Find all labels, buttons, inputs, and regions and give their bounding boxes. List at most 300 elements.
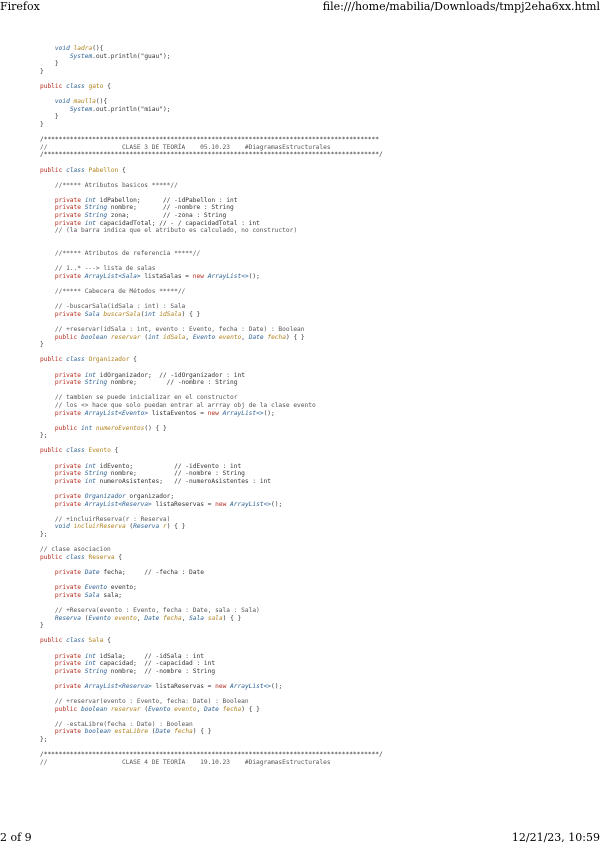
- code-token: int: [148, 333, 160, 341]
- code-token: public: [40, 82, 63, 90]
- code-token: [40, 592, 55, 599]
- code-token: // 1..* ---> lista de salas: [40, 265, 156, 273]
- code-token: int: [84, 660, 96, 668]
- code-token: void: [54, 98, 70, 106]
- code-line: [40, 516, 560, 524]
- code-token: [40, 106, 70, 113]
- code-line: [40, 690, 560, 698]
- code-token: // los <> hace que solo puedan entrar al arrray obj de la clase evento: [40, 401, 316, 409]
- code-line: [40, 151, 560, 159]
- code-token: evento: [218, 333, 242, 341]
- code-token: [40, 493, 55, 500]
- code-line: [40, 508, 560, 516]
- code-token: private: [54, 682, 81, 690]
- code-token: private: [54, 500, 81, 508]
- code-token: (: [125, 523, 134, 531]
- code-token: fecha: [162, 614, 182, 622]
- code-token: //***** Atributos de referencia *****//: [40, 250, 201, 258]
- code-token: String: [84, 204, 108, 212]
- code-token: Evento: [148, 705, 171, 713]
- code-token: private: [54, 568, 81, 576]
- code-line: [40, 425, 560, 433]
- code-line: [40, 607, 560, 615]
- code-token: };: [40, 736, 48, 744]
- code-token: boolean: [81, 333, 108, 341]
- code-token: private: [54, 584, 81, 592]
- code-token: }: [40, 622, 44, 630]
- code-token: [40, 45, 55, 52]
- code-token: incluirReserva: [73, 523, 126, 531]
- code-token: {: [110, 447, 119, 455]
- code-token: [40, 212, 55, 219]
- page-url: file:///home/mabilia/Downloads/tmpj2eha6xx.html: [322, 0, 600, 13]
- code-token: private: [54, 652, 81, 660]
- code-token: ,: [196, 705, 204, 713]
- code-token: [40, 523, 55, 530]
- code-token: int: [84, 219, 96, 227]
- code-token: class: [66, 637, 85, 645]
- code-token: private: [54, 591, 81, 599]
- code-line: [40, 394, 560, 402]
- code-token: int: [84, 462, 96, 470]
- code-token: String: [84, 379, 108, 387]
- code-line: [40, 728, 560, 736]
- code-line: [40, 675, 560, 683]
- code-token: capacidad; // -capacidad : int: [95, 660, 216, 668]
- code-line: [40, 736, 560, 744]
- code-token: int: [84, 371, 96, 379]
- code-line: [40, 45, 560, 53]
- code-line: [40, 273, 560, 281]
- code-line: [40, 653, 560, 661]
- code-token: [40, 197, 55, 204]
- code-line: [40, 493, 560, 501]
- code-token: private: [54, 219, 81, 227]
- code-token: // +incluirReserva(r : Reserva): [40, 515, 171, 523]
- code-token: class: [66, 447, 85, 455]
- code-token: // CLASE 3 DE TEORÍA 05.10.23 #DiagramasEstructurales: [40, 143, 331, 151]
- code-token: int: [144, 310, 156, 318]
- code-token: numeroAsistentes; // -numeroAsistentes : int: [95, 477, 271, 485]
- code-token: nombre; // -nombre : String: [107, 204, 234, 212]
- code-token: (: [140, 310, 145, 318]
- code-token: ,: [181, 614, 190, 622]
- code-token: [40, 311, 55, 318]
- code-token: nombre; // -nombre : String: [107, 470, 245, 478]
- code-token: String: [84, 470, 108, 478]
- code-token: [40, 501, 55, 508]
- code-line: [40, 318, 560, 326]
- code-token: private: [54, 371, 81, 379]
- code-line: [40, 341, 560, 349]
- code-token: Evento: [88, 447, 111, 455]
- code-line: [40, 683, 560, 691]
- code-line: [40, 280, 560, 288]
- code-token: ArrayList<Reserva>: [84, 682, 152, 690]
- code-token: private: [54, 409, 81, 417]
- code-token: ArrayList<>: [222, 409, 264, 417]
- code-token: System: [69, 105, 93, 113]
- code-token: System: [69, 52, 93, 60]
- code-token: Date: [203, 705, 219, 713]
- code-line: [40, 129, 560, 137]
- code-token: private: [54, 272, 81, 280]
- code-token: (){: [95, 98, 108, 106]
- code-line: [40, 698, 560, 706]
- code-token: };: [40, 432, 48, 440]
- code-line: [40, 250, 560, 258]
- code-token: ) { }: [181, 310, 201, 318]
- code-line: [40, 402, 560, 410]
- code-line: [40, 645, 560, 653]
- code-token: }: [40, 60, 59, 68]
- code-token: private: [54, 212, 81, 220]
- code-token: private: [54, 728, 81, 736]
- code-token: listaSalas =: [140, 272, 193, 280]
- code-token: class: [66, 82, 85, 90]
- code-token: Date: [155, 728, 171, 736]
- code-token: ();: [271, 682, 283, 690]
- code-line: [40, 167, 560, 175]
- code-token: ArrayList<Reserva>: [84, 500, 152, 508]
- print-footer: [0, 831, 600, 847]
- code-token: reservar: [110, 333, 141, 341]
- code-token: class: [66, 553, 85, 561]
- code-token: private: [54, 477, 81, 485]
- code-token: [40, 706, 55, 713]
- code-line: [40, 182, 560, 190]
- code-line: [40, 242, 560, 250]
- code-token: // CLASE 4 DE TEORÍA 19.10.23 #DiagramasEstructurales: [40, 758, 331, 766]
- code-token: {: [118, 166, 126, 174]
- code-token: private: [54, 660, 81, 668]
- code-token: ,: [136, 614, 145, 622]
- code-token: void: [54, 45, 70, 52]
- code-token: [40, 470, 55, 477]
- code-token: // +reservar(idSala : int, evento : Evento, fecha : Date) : Boolean: [40, 325, 305, 333]
- code-line: [40, 539, 560, 547]
- code-token: (: [80, 614, 89, 622]
- code-token: public: [54, 705, 78, 713]
- code-token: [40, 98, 55, 105]
- code-token: private: [54, 310, 81, 318]
- code-token: /******************************************************************************************/: [40, 751, 383, 759]
- code-token: ArrayList<>: [230, 500, 272, 508]
- code-token: gato: [88, 82, 104, 90]
- code-line: [40, 53, 560, 61]
- code-line: [40, 485, 560, 493]
- code-line: [40, 478, 560, 486]
- code-line: [40, 417, 560, 425]
- code-token: r: [162, 523, 167, 531]
- code-token: idSala; // -idSala : int: [95, 652, 204, 660]
- code-token: [40, 660, 55, 667]
- code-line: [40, 599, 560, 607]
- code-token: .out.println("miau");: [92, 105, 171, 113]
- code-line: [40, 706, 560, 714]
- code-line: [40, 501, 560, 509]
- code-token: public: [40, 166, 63, 174]
- code-token: [40, 53, 70, 60]
- code-line: [40, 523, 560, 531]
- code-token: zona; // -zona : String: [107, 212, 227, 220]
- code-line: [40, 584, 560, 592]
- code-token: Evento: [84, 584, 108, 592]
- code-line: [40, 189, 560, 197]
- code-token: nombre; // -nombre : String: [107, 667, 216, 675]
- code-line: [40, 212, 560, 220]
- code-line: [40, 630, 560, 638]
- code-line: [40, 592, 560, 600]
- code-line: [40, 83, 560, 91]
- code-token: ) { }: [166, 523, 186, 531]
- code-token: sala;: [99, 591, 122, 599]
- code-line: [40, 713, 560, 721]
- code-token: capacidadTotal; // - / capacidadTotal : int: [95, 219, 260, 227]
- code-line: [40, 744, 560, 752]
- code-token: [40, 273, 55, 280]
- code-line: [40, 410, 560, 418]
- code-token: ();: [263, 409, 275, 417]
- code-line: [40, 204, 560, 212]
- code-token: numeroEventos: [95, 424, 145, 432]
- code-token: // (la barra indica que el atributo es calculado, no constructor): [40, 227, 298, 235]
- code-token: Evento: [88, 614, 111, 622]
- code-token: [40, 668, 55, 675]
- code-token: buscarSala: [103, 310, 141, 318]
- code-token: new: [192, 272, 204, 280]
- code-token: Evento: [192, 333, 216, 341]
- code-line: [40, 91, 560, 99]
- code-token: idSala: [163, 333, 186, 341]
- code-token: // clase asociacion: [40, 546, 111, 554]
- code-token: }: [40, 341, 44, 349]
- code-line: [40, 144, 560, 152]
- code-token: [40, 463, 55, 470]
- code-line: [40, 455, 560, 463]
- code-token: Date: [248, 333, 264, 341]
- code-line: [40, 106, 560, 114]
- code-line: [40, 554, 560, 562]
- code-token: (){: [92, 45, 104, 52]
- code-token: private: [54, 667, 81, 675]
- code-token: int: [84, 196, 96, 204]
- code-line: [40, 364, 560, 372]
- code-line: [40, 349, 560, 357]
- code-line: [40, 258, 560, 266]
- code-token: }: [40, 67, 44, 75]
- code-token: ArrayList<Evento>: [84, 409, 149, 417]
- code-line: [40, 98, 560, 106]
- code-line: [40, 759, 560, 767]
- code-token: }: [40, 113, 59, 121]
- code-line: [40, 569, 560, 577]
- code-token: reservar: [110, 705, 141, 713]
- code-token: ,: [241, 333, 249, 341]
- code-token: ArrayList<>: [207, 272, 249, 280]
- code-token: [40, 728, 55, 735]
- code-token: [40, 425, 55, 432]
- code-line: [40, 220, 560, 228]
- code-token: public: [54, 333, 78, 341]
- code-token: Reserva: [88, 553, 115, 561]
- code-token: Sala: [88, 637, 104, 645]
- code-token: evento: [174, 705, 197, 713]
- code-token: boolean: [84, 728, 111, 736]
- code-token: Organizador: [88, 356, 130, 364]
- code-token: organizador;: [125, 493, 175, 501]
- code-token: /******************************************************************************************: [40, 136, 379, 144]
- code-token: listaReservas =: [151, 682, 216, 690]
- code-token: private: [54, 493, 81, 501]
- code-token: [40, 653, 55, 660]
- code-token: boolean: [81, 705, 108, 713]
- code-token: public: [40, 637, 63, 645]
- code-token: [40, 220, 55, 227]
- code-token: Sala: [84, 591, 100, 599]
- code-token: private: [54, 470, 81, 478]
- browser-title: Firefox: [0, 0, 40, 13]
- code-line: [40, 113, 560, 121]
- code-token: int: [84, 652, 96, 660]
- code-token: String: [84, 667, 108, 675]
- code-token: void: [54, 523, 70, 531]
- code-token: Date: [84, 568, 100, 576]
- code-token: public: [40, 447, 63, 455]
- code-token: ) { }: [192, 728, 212, 736]
- code-line: [40, 372, 560, 380]
- code-token: /******************************************************************************************/: [40, 151, 383, 159]
- code-token: ,: [185, 333, 193, 341]
- code-token: sala: [207, 614, 223, 622]
- code-token: class: [66, 166, 85, 174]
- code-token: int: [81, 424, 93, 432]
- code-line: [40, 68, 560, 76]
- code-token: [40, 372, 55, 379]
- code-token: [40, 683, 55, 690]
- page-counter: 2 of 9: [0, 831, 32, 844]
- code-token: {: [103, 82, 111, 90]
- code-line: [40, 326, 560, 334]
- code-line: [40, 356, 560, 364]
- code-line: [40, 561, 560, 569]
- code-line: [40, 387, 560, 395]
- code-token: public: [40, 356, 63, 364]
- code-token: // +Reserva(evento : Evento, fecha : Date, sala : Sala): [40, 606, 260, 614]
- code-token: idEvento; // -idEvento : int: [95, 462, 242, 470]
- code-token: [40, 334, 55, 341]
- code-token: fecha; // -fecha : Date: [99, 568, 204, 576]
- code-token: idOrganizador; // -idOrganizador : int: [95, 371, 245, 379]
- code-token: evento;: [107, 584, 137, 592]
- code-token: ) { }: [241, 705, 260, 713]
- code-token: ladra: [73, 45, 93, 52]
- print-timestamp: 12/21/23, 10:59: [511, 831, 600, 844]
- code-line: [40, 296, 560, 304]
- code-token: Sala: [84, 310, 100, 318]
- code-token: // +reservar(evento : Evento, fecha: Date) : Boolean: [40, 698, 249, 706]
- code-line: [40, 668, 560, 676]
- code-token: }: [40, 120, 44, 128]
- code-line: [40, 432, 560, 440]
- code-line: [40, 470, 560, 478]
- code-token: ();: [248, 272, 260, 280]
- code-token: // -estaLibre(fecha : Date) : Boolean: [40, 720, 193, 728]
- code-token: (: [140, 333, 149, 341]
- code-token: estaLibre: [114, 728, 149, 736]
- code-token: ) { }: [286, 333, 305, 341]
- code-token: (: [140, 705, 149, 713]
- code-token: maulla: [73, 98, 96, 106]
- code-token: [40, 584, 55, 591]
- code-line: [40, 235, 560, 243]
- code-line: [40, 75, 560, 83]
- code-token: {: [129, 356, 137, 364]
- code-token: [40, 410, 55, 417]
- code-token: [40, 379, 55, 386]
- code-line: [40, 660, 560, 668]
- code-token: () { }: [144, 424, 167, 432]
- code-token: new: [215, 682, 227, 690]
- code-token: listaEventos =: [148, 409, 208, 417]
- code-token: private: [54, 196, 81, 204]
- code-token: fecha: [222, 705, 242, 713]
- code-token: [40, 478, 55, 485]
- code-token: private: [54, 462, 81, 470]
- code-token: ();: [271, 500, 283, 508]
- code-token: [40, 569, 55, 576]
- code-token: fecha: [174, 728, 193, 736]
- code-token: };: [40, 531, 48, 538]
- code-token: class: [66, 356, 85, 364]
- code-token: ArrayList<>: [230, 682, 272, 690]
- print-header: [0, 0, 600, 16]
- code-token: evento: [114, 614, 137, 622]
- code-line: [40, 622, 560, 630]
- code-line: [40, 121, 560, 129]
- code-line: [40, 136, 560, 144]
- code-line: [40, 60, 560, 68]
- code-line: [40, 440, 560, 448]
- code-token: {: [114, 553, 122, 561]
- code-token: // -buscarSala(idSala : int) : Sala: [40, 303, 186, 311]
- code-token: // tambien se puede inicializar en el constructor: [40, 394, 238, 402]
- code-token: private: [54, 379, 81, 387]
- code-token: Reserva: [54, 614, 81, 622]
- code-token: public: [40, 553, 63, 561]
- code-token: idSala: [159, 310, 182, 318]
- code-line: [40, 159, 560, 167]
- code-token: Date: [144, 614, 160, 622]
- code-token: Sala: [189, 614, 204, 622]
- code-line: [40, 288, 560, 296]
- code-line: [40, 447, 560, 455]
- code-token: idPabellon; // -idPabellon : int: [95, 196, 238, 204]
- code-line: [40, 227, 560, 235]
- code-token: [40, 615, 55, 622]
- code-line: [40, 546, 560, 554]
- code-line: [40, 174, 560, 182]
- code-token: int: [84, 477, 96, 485]
- code-line: [40, 615, 560, 623]
- code-token: private: [54, 204, 81, 212]
- code-token: [40, 204, 55, 211]
- code-token: String: [84, 212, 108, 220]
- code-line: [40, 311, 560, 319]
- code-line: [40, 637, 560, 645]
- code-token: nombre; // -nombre : String: [107, 379, 238, 387]
- code-token: Organizador: [84, 493, 126, 501]
